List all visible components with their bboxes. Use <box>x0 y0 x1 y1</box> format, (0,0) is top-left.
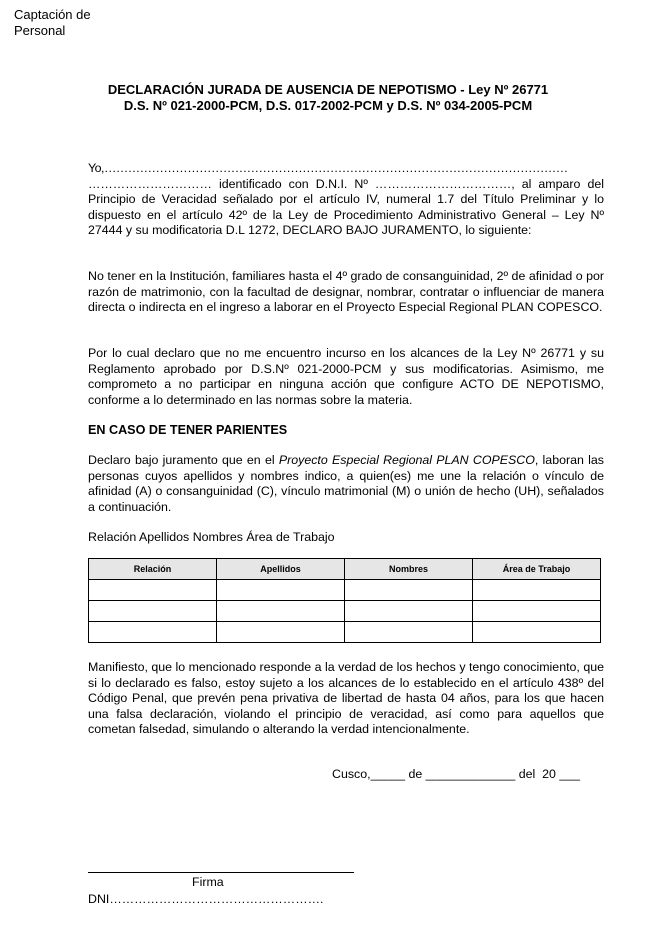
header-area-trabajo: Área de Trabajo <box>473 559 601 580</box>
header-relacion: Relación <box>89 559 217 580</box>
intro-paragraph <box>88 161 604 239</box>
table-row <box>89 580 601 601</box>
header-apellidos: Apellidos <box>217 559 345 580</box>
header-nombres: Nombres <box>345 559 473 580</box>
no-relatives-paragraph: No tener en la Institución, familiares hasta el 4º grado de consanguinidad, 2º de afinidad o por razón de matrimonio, con la facultad de designar, nombrar, contratar o influenciar de manera directa o indirecta en el ingreso a laborar en el Proyecto Especial Regional PLAN COPESCO. <box>88 269 604 314</box>
cell-nombres[interactable] <box>345 580 473 601</box>
dni-line: DNI……………………………………………. <box>88 892 324 906</box>
document-title <box>0 82 656 114</box>
relation-caption: Relación Apellidos Nombres Área de Trabajo <box>88 530 335 544</box>
project-name: Proyecto Especial Regional PLAN COPESCO <box>278 453 535 467</box>
signature-label: Firma <box>192 875 224 889</box>
relatives-heading: EN CASO DE TENER PARIENTES <box>88 423 288 437</box>
table-header-row <box>89 559 601 580</box>
cell-relacion[interactable] <box>89 601 217 622</box>
cell-relacion[interactable] <box>89 622 217 643</box>
relatives-paragraph: Declaro bajo juramento que en el Proyecto Especial Regional PLAN COPESCO, laboran las personas cuyos apellidos y nombres indico, a quien(es) me une la relación o vínculo de afinidad (A) o consanguinidad (C), vínculo matrimonial (M) o unión de hecho (UH), señalados a continuación. <box>88 453 604 514</box>
cell-apellidos[interactable] <box>217 601 345 622</box>
cell-apellidos[interactable] <box>217 622 345 643</box>
table-row <box>89 601 601 622</box>
intro-name-line: Yo,……………………………………………………………………………………………………… <box>88 161 568 175</box>
cell-nombres[interactable] <box>345 622 473 643</box>
cell-area-trabajo[interactable] <box>473 580 601 601</box>
cell-area-trabajo[interactable] <box>473 601 601 622</box>
department-label: Captación de Personal <box>14 7 91 38</box>
cell-relacion[interactable] <box>89 580 217 601</box>
cell-nombres[interactable] <box>345 601 473 622</box>
intro-text: ………………………… identificado con D.N.I. Nº ……………………………, al amparo del Principio de Veracidad señalado por el artículo IV, numeral 1.7 del Título Preliminar y lo dispuesto en el artículo 42º de la Ley de Procedimiento Administrativo General – Ley Nº 27444 y su modificatoria D.L 1272, DECLARO BAJO JURAMENTO, lo siguiente: <box>88 176 604 237</box>
cell-apellidos[interactable] <box>217 580 345 601</box>
relatives-table <box>88 558 601 643</box>
date-line: Cusco,_____ de _____________ del 20 ___ <box>332 767 581 781</box>
title-line-2: D.S. Nº 021-2000-PCM, D.S. 017-2002-PCM y D.S. Nº 034-2005-PCM <box>123 98 533 113</box>
title-line-1: DECLARACIÓN JURADA DE AUSENCIA DE NEPOTISMO - Ley Nº 26771 <box>107 82 549 97</box>
table-row <box>89 622 601 643</box>
commitment-paragraph: Por lo cual declaro que no me encuentro incurso en los alcances de la Ley Nº 26771 y su Reglamento aprobado por D.S.Nº 021-2000-PCM y sus modificatorias. Asimismo, me comprometo a no participar en ninguna acción que configure ACTO DE NEPOTISMO, conforme a lo determinado en las normas sobre la materia. <box>88 346 604 407</box>
signature-line <box>88 872 354 873</box>
cell-area-trabajo[interactable] <box>473 622 601 643</box>
declaration-paragraph: Manifiesto, que lo mencionado responde a la verdad de los hechos y tengo conocimiento, que si lo declarado es falso, estoy sujeto a los alcances de lo establecido en el artículo 438º del Código Penal, que prevén pena privativa de libertad de hasta 04 años, para los que hacen una falsa declaración, violando el principio de veracidad, así como para aquellos que cometan falsedad, simulando o alterando la verdad intencionalmente. <box>88 660 604 736</box>
